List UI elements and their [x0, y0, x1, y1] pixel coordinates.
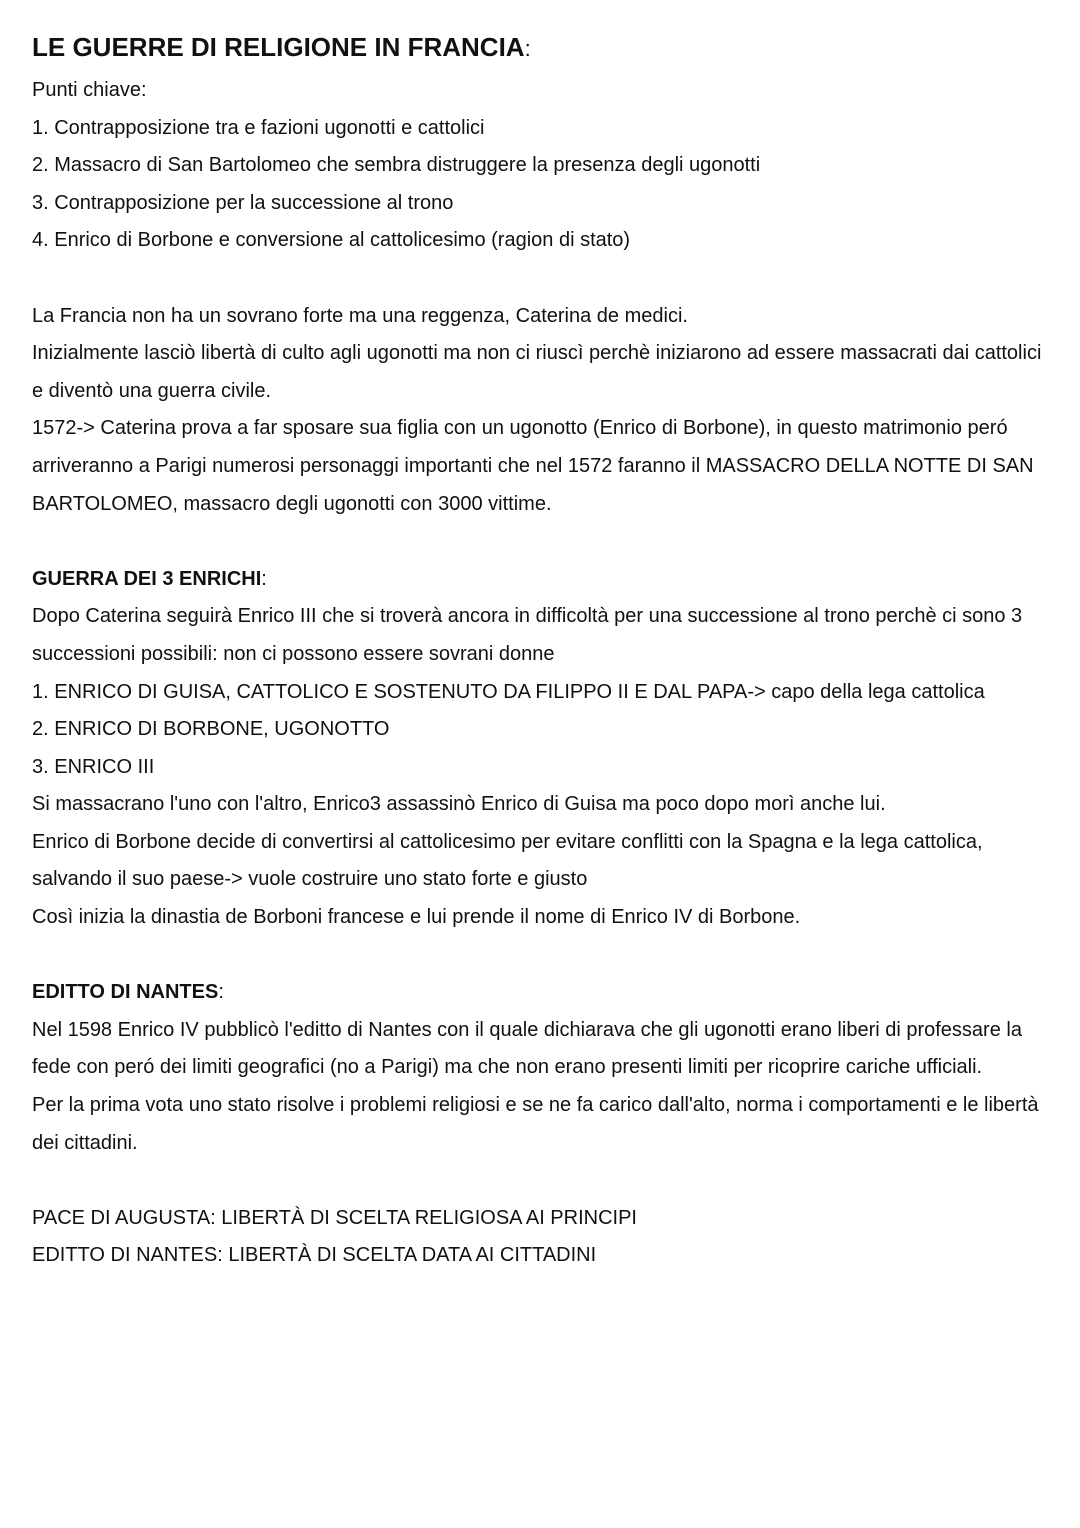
nantes-paragraph-1: Nel 1598 Enrico IV pubblicò l'editto di Nantes con il quale dichiarava che gli ugonotti erano liberi di professare la fede con peró dei limiti geografici (no a Parigi) ma che non erano presenti limiti per ricoprire cariche ufficiali.: [32, 1018, 1022, 1079]
paragraph-gap: [32, 1162, 1052, 1200]
enrichi-paragraph-4: Così inizia la dinastia de Borboni francese e lui prende il nome di Enrico IV di Borbone.: [32, 906, 801, 929]
nantes-paragraph-2: Per la prima vota uno stato risolve i problemi religiosi e se ne fa carico dall'alto, norma i comportamenti e le libertà dei cittadini.: [32, 1094, 1039, 1154]
key-point-4: 4. Enrico di Borbone e conversione al cattolicesimo (ragion di stato): [32, 229, 631, 252]
enrichi-paragraph-2: Si massacrano l'uno con l'altro, Enrico3 assassinò Enrico di Guisa ma poco dopo morì anche lui.: [32, 793, 886, 816]
section-heading-enrichi: [32, 561, 1052, 599]
intro-paragraph-1: La Francia non ha un sovrano forte ma una reggenza, Caterina de medici.: [32, 304, 688, 327]
paragraph-gap: [32, 523, 1052, 561]
section-heading-nantes-colon: :: [218, 981, 224, 1004]
summary-line-2: EDITTO DI NANTES: LIBERTÀ DI SCELTA DATA AI CITTADINI: [32, 1244, 597, 1267]
enrichi-item-1: 1. ENRICO DI GUISA, CATTOLICO E SOSTENUTO DA FILIPPO II E DAL PAPA-> capo della lega cattolica: [32, 680, 985, 703]
key-point-1: 1. Contrapposizione tra e fazioni ugonotti e cattolici: [32, 116, 485, 139]
document-page: [32, 30, 1052, 1275]
enrichi-paragraph-3: Enrico di Borbone decide di convertirsi al cattolicesimo per evitare conflitti con la Spagna e la lega cattolica, salvando il suo paese-> vuole costruire uno stato forte e giusto: [32, 830, 983, 891]
page-title: [32, 30, 1052, 66]
title-colon: :: [524, 36, 531, 61]
key-points-label: Punti chiave:: [32, 79, 147, 101]
enrichi-item-2: 2. ENRICO DI BORBONE, UGONOTTO: [32, 718, 390, 741]
paragraph-gap: [32, 937, 1052, 975]
section-heading-enrichi-colon: :: [261, 567, 267, 590]
intro-paragraph-2: Inizialmente lasciò libertà di culto agli ugonotti ma non ci riuscì perchè iniziarono ad essere massacrati dai cattolici e diventò una guerra civile.: [32, 342, 1042, 402]
key-point-3: 3. Contrapposizione per la successione al trono: [32, 191, 454, 214]
section-heading-enrichi-text: GUERRA DEI 3 ENRICHI: [32, 567, 262, 590]
section-heading-nantes-text: EDITTO DI NANTES: [32, 981, 219, 1004]
paragraph-gap: [32, 260, 1052, 298]
enrichi-item-3: 3. ENRICO III: [32, 755, 155, 778]
title-text: LE GUERRE DI RELIGIONE IN FRANCIA: [32, 32, 525, 62]
section-heading-nantes: [32, 974, 1052, 1012]
summary-line-1: PACE DI AUGUSTA: LIBERTÀ DI SCELTA RELIGIOSA AI PRINCIPI: [32, 1206, 637, 1229]
enrichi-paragraph-1: Dopo Caterina seguirà Enrico III che si troverà ancora in difficoltà per una successione al trono perchè ci sono 3 successioni possibili: non ci possono essere sovrani donne: [32, 605, 1023, 665]
intro-paragraph-3: 1572-> Caterina prova a far sposare sua figlia con un ugonotto (Enrico di Borbone), in questo matrimonio peró arriveranno a Parigi numerosi personaggi importanti che nel 1572 faranno il MASSACRO DELLA NOTTE DI SAN BARTOLOMEO, massacro degli ugonotti con 3000 vittime.: [32, 417, 1034, 515]
key-point-2: 2. Massacro di San Bartolomeo che sembra distruggere la presenza degli ugonotti: [32, 154, 761, 177]
